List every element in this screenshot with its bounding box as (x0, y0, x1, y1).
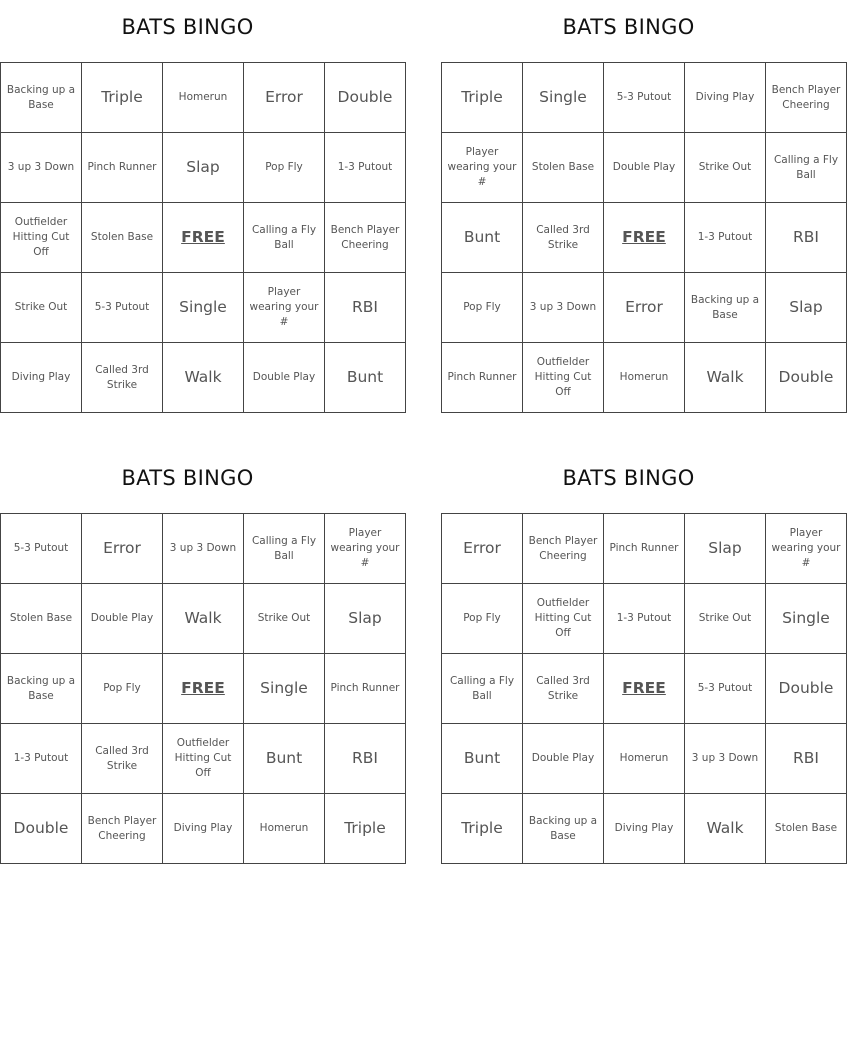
bingo-cell: RBI (766, 724, 847, 794)
bingo-cell: Triple (442, 794, 523, 864)
bingo-cell: Called 3rd Strike (82, 724, 163, 794)
bingo-cell: Stolen Base (1, 584, 82, 654)
bingo-cell: Bunt (244, 724, 325, 794)
bingo-cell: Homerun (604, 343, 685, 413)
bingo-cell: 3 up 3 Down (1, 133, 82, 203)
bingo-row (1, 63, 406, 133)
bingo-cell: Calling a Fly Ball (244, 514, 325, 584)
bingo-cell: Single (523, 63, 604, 133)
bingo-cell: Called 3rd Strike (523, 654, 604, 724)
card-title: BATS BINGO (562, 15, 695, 39)
bingo-cell: Calling a Fly Ball (766, 133, 847, 203)
bingo-cell: Outfielder Hitting Cut Off (1, 203, 82, 273)
bingo-row (442, 133, 847, 203)
bingo-cell: Pop Fly (82, 654, 163, 724)
bingo-cell: Outfielder Hitting Cut Off (163, 724, 244, 794)
free-space-cell: FREE (604, 654, 685, 724)
bingo-cell: Bunt (442, 724, 523, 794)
bingo-cell: Stolen Base (766, 794, 847, 864)
bingo-cell: Double (766, 343, 847, 413)
bingo-cell: Diving Play (685, 63, 766, 133)
bingo-cell: Double (766, 654, 847, 724)
bingo-cell: Stolen Base (82, 203, 163, 273)
bingo-row (1, 654, 406, 724)
bingo-cell: Pinch Runner (325, 654, 406, 724)
bingo-grid (0, 513, 406, 864)
bingo-cell: Strike Out (1, 273, 82, 343)
bingo-cell: Pop Fly (442, 584, 523, 654)
bingo-cell: Strike Out (685, 584, 766, 654)
bingo-cell: Double (1, 794, 82, 864)
bingo-cell: Player wearing your # (442, 133, 523, 203)
bingo-cell: Player wearing your # (766, 514, 847, 584)
bingo-cell: Error (442, 514, 523, 584)
bingo-cell: Strike Out (244, 584, 325, 654)
bingo-row (442, 654, 847, 724)
bingo-cell: Walk (685, 343, 766, 413)
free-space-cell: FREE (163, 203, 244, 273)
bingo-cell: Error (244, 63, 325, 133)
bingo-cell: Bench Player Cheering (766, 63, 847, 133)
bingo-row (1, 273, 406, 343)
bingo-cell: 3 up 3 Down (163, 514, 244, 584)
bingo-cell: Double Play (523, 724, 604, 794)
bingo-row (1, 343, 406, 413)
bingo-cell: Double Play (82, 584, 163, 654)
bingo-cell: Calling a Fly Ball (244, 203, 325, 273)
bingo-row (1, 724, 406, 794)
bingo-cell: RBI (325, 273, 406, 343)
bingo-cell: 1-3 Putout (685, 203, 766, 273)
bingo-cell: Called 3rd Strike (523, 203, 604, 273)
bingo-row (442, 343, 847, 413)
bingo-cell: 5-3 Putout (82, 273, 163, 343)
bingo-cell: Triple (325, 794, 406, 864)
bingo-cell: Single (163, 273, 244, 343)
bingo-cell: Diving Play (604, 794, 685, 864)
bingo-cell: Player wearing your # (244, 273, 325, 343)
bingo-cell: Single (766, 584, 847, 654)
bingo-cell: Pinch Runner (442, 343, 523, 413)
bingo-cell: Homerun (604, 724, 685, 794)
bingo-row (442, 273, 847, 343)
bingo-cell: 3 up 3 Down (685, 724, 766, 794)
bingo-row (442, 584, 847, 654)
card-title: BATS BINGO (121, 15, 254, 39)
bingo-cell: Backing up a Base (1, 654, 82, 724)
bingo-cell: Player wearing your # (325, 514, 406, 584)
bingo-cell: Triple (442, 63, 523, 133)
bingo-row (1, 584, 406, 654)
bingo-cell: RBI (325, 724, 406, 794)
bingo-cell: 1-3 Putout (325, 133, 406, 203)
bingo-row (1, 133, 406, 203)
bingo-cell: Stolen Base (523, 133, 604, 203)
bingo-cell: Pop Fly (442, 273, 523, 343)
bingo-row (1, 514, 406, 584)
bingo-cell: Error (604, 273, 685, 343)
bingo-cell: Slap (163, 133, 244, 203)
bingo-cell: 5-3 Putout (604, 63, 685, 133)
bingo-cell: Bunt (442, 203, 523, 273)
bingo-grid (441, 62, 847, 413)
bingo-grid (441, 513, 847, 864)
bingo-row (1, 203, 406, 273)
bingo-cell: Double Play (604, 133, 685, 203)
free-space-cell: FREE (163, 654, 244, 724)
bingo-cell: Calling a Fly Ball (442, 654, 523, 724)
bingo-cell: Outfielder Hitting Cut Off (523, 584, 604, 654)
bingo-cell: Diving Play (1, 343, 82, 413)
bingo-row (442, 514, 847, 584)
bingo-cell: Backing up a Base (1, 63, 82, 133)
bingo-cell: Outfielder Hitting Cut Off (523, 343, 604, 413)
bingo-cell: 3 up 3 Down (523, 273, 604, 343)
bingo-cell: Homerun (163, 63, 244, 133)
bingo-cell: 1-3 Putout (1, 724, 82, 794)
bingo-cell: Backing up a Base (523, 794, 604, 864)
bingo-cell: Slap (325, 584, 406, 654)
bingo-row (442, 794, 847, 864)
bingo-cell: Triple (82, 63, 163, 133)
bingo-cell: Slap (685, 514, 766, 584)
bingo-row (442, 724, 847, 794)
bingo-row (442, 63, 847, 133)
bingo-cell: 1-3 Putout (604, 584, 685, 654)
bingo-cell: Double (325, 63, 406, 133)
card-title: BATS BINGO (121, 466, 254, 490)
bingo-cell: Homerun (244, 794, 325, 864)
bingo-cell: Strike Out (685, 133, 766, 203)
bingo-grid (0, 62, 406, 413)
bingo-cell: Walk (163, 584, 244, 654)
bingo-cell: Bench Player Cheering (523, 514, 604, 584)
card-title: BATS BINGO (562, 466, 695, 490)
bingo-cell: Backing up a Base (685, 273, 766, 343)
free-space-cell: FREE (604, 203, 685, 273)
bingo-cell: Bunt (325, 343, 406, 413)
bingo-cell: Bench Player Cheering (82, 794, 163, 864)
bingo-cell: Bench Player Cheering (325, 203, 406, 273)
bingo-row (442, 203, 847, 273)
bingo-cell: Slap (766, 273, 847, 343)
bingo-row (1, 794, 406, 864)
bingo-cell: Pinch Runner (82, 133, 163, 203)
bingo-cell: Walk (685, 794, 766, 864)
bingo-cell: RBI (766, 203, 847, 273)
bingo-cell: Walk (163, 343, 244, 413)
bingo-cell: Pop Fly (244, 133, 325, 203)
bingo-cell: Pinch Runner (604, 514, 685, 584)
bingo-cell: 5-3 Putout (1, 514, 82, 584)
bingo-cell: Double Play (244, 343, 325, 413)
bingo-cell: 5-3 Putout (685, 654, 766, 724)
bingo-cell: Error (82, 514, 163, 584)
bingo-cell: Diving Play (163, 794, 244, 864)
bingo-cell: Called 3rd Strike (82, 343, 163, 413)
bingo-cell: Single (244, 654, 325, 724)
